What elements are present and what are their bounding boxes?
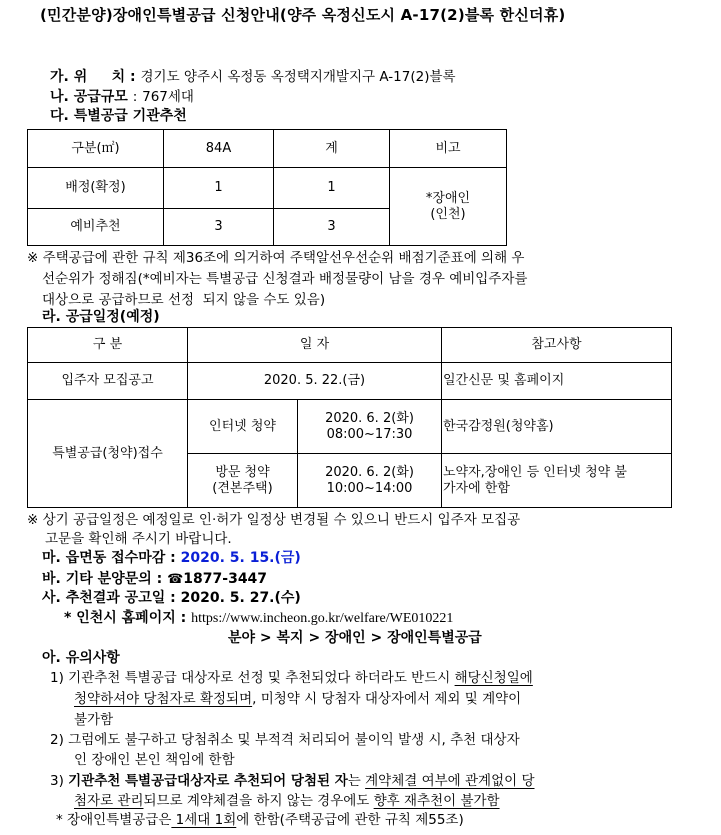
- time-line: 08:00~17:30: [326, 426, 413, 442]
- method-cell: 인터넷 청약: [188, 400, 298, 454]
- caution-text: 되므로 계약체결을 하지 않는 경우에도: [143, 793, 374, 809]
- incheon-homepage-label: * 인천시 홈페이지 :: [64, 610, 187, 626]
- supply-scale-row: [50, 85, 194, 106]
- caution-3-line2: [74, 789, 500, 809]
- deadline-value: 2020. 5. 15.(금): [180, 550, 301, 566]
- cell-total: 1: [274, 168, 390, 209]
- date-cell: [298, 400, 442, 454]
- header-cell: 일 자: [188, 328, 442, 363]
- supply-scale-sep: :: [132, 89, 138, 105]
- header-cell: 구분(㎡): [28, 130, 164, 168]
- result-date-value: 2020. 5. 27.(수): [180, 590, 301, 606]
- note-cell: 일간신문 및 홈페이지: [442, 363, 672, 400]
- header-cell: 계: [274, 130, 390, 168]
- phone-icon: ☎: [167, 572, 184, 587]
- date-cell: [298, 454, 442, 508]
- method-line: 방문 청약: [215, 464, 270, 480]
- row-label: 입주자 모집공고: [28, 363, 188, 400]
- caution-1-line2: [74, 687, 521, 707]
- inquiry-label: 바. 기타 분양문의 :: [42, 571, 163, 587]
- section-agency-recommend: 다. 특별공급 기관추천: [50, 108, 187, 124]
- incheon-homepage-link[interactable]: https://www.incheon.go.kr/welfare/WE010221: [191, 611, 454, 626]
- page-title: (민간분양)장애인특별공급 신청안내(양주 옥정신도시 A-17(2)블록 한신더휴): [40, 6, 566, 24]
- table-row: [28, 400, 672, 454]
- caution-bold: 기관추천 특별공급대상자로 추천되어 당첨된 자: [68, 773, 348, 789]
- note-cell: 한국감정원(청약홈): [442, 400, 672, 454]
- incheon-menu-path: 분야 > 복지 > 장애인 > 장애인특별공급: [228, 630, 482, 646]
- caution-star-line: [56, 808, 464, 828]
- date-line: 2020. 6. 2(화): [325, 464, 414, 480]
- location-label: 가. 위 치 :: [50, 69, 136, 85]
- table-header-row: [28, 130, 507, 168]
- section-schedule: 라. 공급일정(예정): [42, 309, 160, 325]
- caution-text: 기관추천 특별공급 대상자로 선정 및 추천되었다 하더라도 반드시: [68, 670, 455, 686]
- result-date-row: [42, 587, 301, 607]
- location-value: 경기도 양주시 옥정동 옥정택지개발지구 A-17(2)블록: [140, 69, 456, 85]
- caution-2-line2: 인 장애인 본인 책임에 한함: [74, 752, 235, 768]
- section-cautions: 아. 유의사항: [42, 650, 120, 666]
- caution-underlined: 청약하셔야 당첨자로 확정되며: [74, 691, 253, 707]
- caution-text: 는: [347, 773, 366, 789]
- star-mark: *: [56, 812, 63, 828]
- supply-scale-value: 767세대: [142, 89, 194, 105]
- supply-scale-label: 나. 공급규모: [50, 89, 128, 105]
- header-cell: 구 분: [28, 328, 188, 363]
- table-row: [28, 363, 672, 400]
- caution-underlined: 해당신청일에: [454, 670, 533, 686]
- note2-line2: 고문을 확인해 주시기 바랍니다.: [45, 531, 232, 547]
- cell-total: 3: [274, 209, 390, 246]
- note1-line2: 선순위가 정해짐(*예비자는 특별공급 신청결과 배정물량이 남을 경우 예비입주자를: [42, 271, 528, 287]
- cell-84a: 1: [164, 168, 274, 209]
- note1-line3: 대상으로 공급하므로 선정 되지 않을 수도 있음): [42, 292, 326, 308]
- note1-line1: ※ 주택공급에 관한 규칙 제36조에 의거하여 주택알선우선순위 배점기준표에 의해 우: [27, 250, 525, 266]
- header-cell: 비고: [390, 130, 507, 168]
- note-line: 노약자,장애인 등 인터넷 청약 불: [443, 464, 627, 480]
- date-cell: 2020. 5. 22.(금): [188, 363, 442, 400]
- incheon-homepage-row: [64, 607, 453, 627]
- row-label: 특별공급(청약)접수: [28, 400, 188, 508]
- caution-2-line1: [50, 728, 520, 748]
- deadline-row: [42, 547, 301, 567]
- note2-line1: ※ 상기 공급일정은 예정일로 인·허가 일정상 변경될 수 있으니 반드시 입주자 모집공: [27, 512, 521, 528]
- caution-underlined: 1세대 1회: [171, 812, 237, 828]
- table-row: [28, 168, 507, 209]
- caution-num: 3): [50, 773, 64, 789]
- method-cell: [188, 454, 298, 508]
- header-cell: 84A: [164, 130, 274, 168]
- caution-underlined: 계약체결 여부에 관계없이 당: [365, 773, 535, 789]
- remark-cell: [390, 168, 507, 246]
- caution-text: 그럼에도 불구하고 당첨취소 및 부적격 처리되어 불이익 발생 시, 추천 대상자: [68, 732, 520, 748]
- row-label: 배정(확정): [28, 168, 164, 209]
- row-label: 예비추천: [28, 209, 164, 246]
- remark-line1: *장애인: [425, 190, 471, 206]
- schedule-table: [27, 327, 672, 508]
- table-header-row: [28, 328, 672, 363]
- date-line: 2020. 6. 2(화): [325, 410, 414, 426]
- caution-num: 2): [50, 732, 64, 748]
- inquiry-row: [42, 568, 267, 588]
- caution-text: 에 한함(주택공급에 관한 규칙 제55조): [236, 812, 464, 828]
- result-date-label: 사. 추천결과 공고일 :: [42, 590, 176, 606]
- cell-84a: 3: [164, 209, 274, 246]
- note-cell: [442, 454, 672, 508]
- note-line: 가자에 한함: [443, 480, 510, 496]
- caution-text: 장애인특별공급은: [67, 812, 172, 828]
- caution-1-line3: 불가함: [74, 712, 114, 728]
- inquiry-phone[interactable]: 1877-3447: [183, 571, 268, 587]
- remark-line2: (인천): [430, 206, 466, 222]
- caution-underlined: 향후 재추천이 불가함: [373, 793, 500, 809]
- time-line: 10:00~14:00: [326, 480, 413, 496]
- method-line: (견본주택): [212, 480, 273, 496]
- allocation-table: [27, 129, 507, 246]
- location-row: [50, 65, 456, 86]
- caution-text: , 미청약 시 당첨자 대상자에서 제외 및 계약이: [252, 691, 522, 707]
- header-cell: 참고사항: [442, 328, 672, 363]
- caution-1-line1: [50, 666, 533, 686]
- deadline-label: 마. 읍면동 접수마감 :: [42, 550, 176, 566]
- caution-underlined: 첨자로 관리: [74, 793, 144, 809]
- caution-3-line1: [50, 769, 535, 789]
- caution-num: 1): [50, 670, 64, 686]
